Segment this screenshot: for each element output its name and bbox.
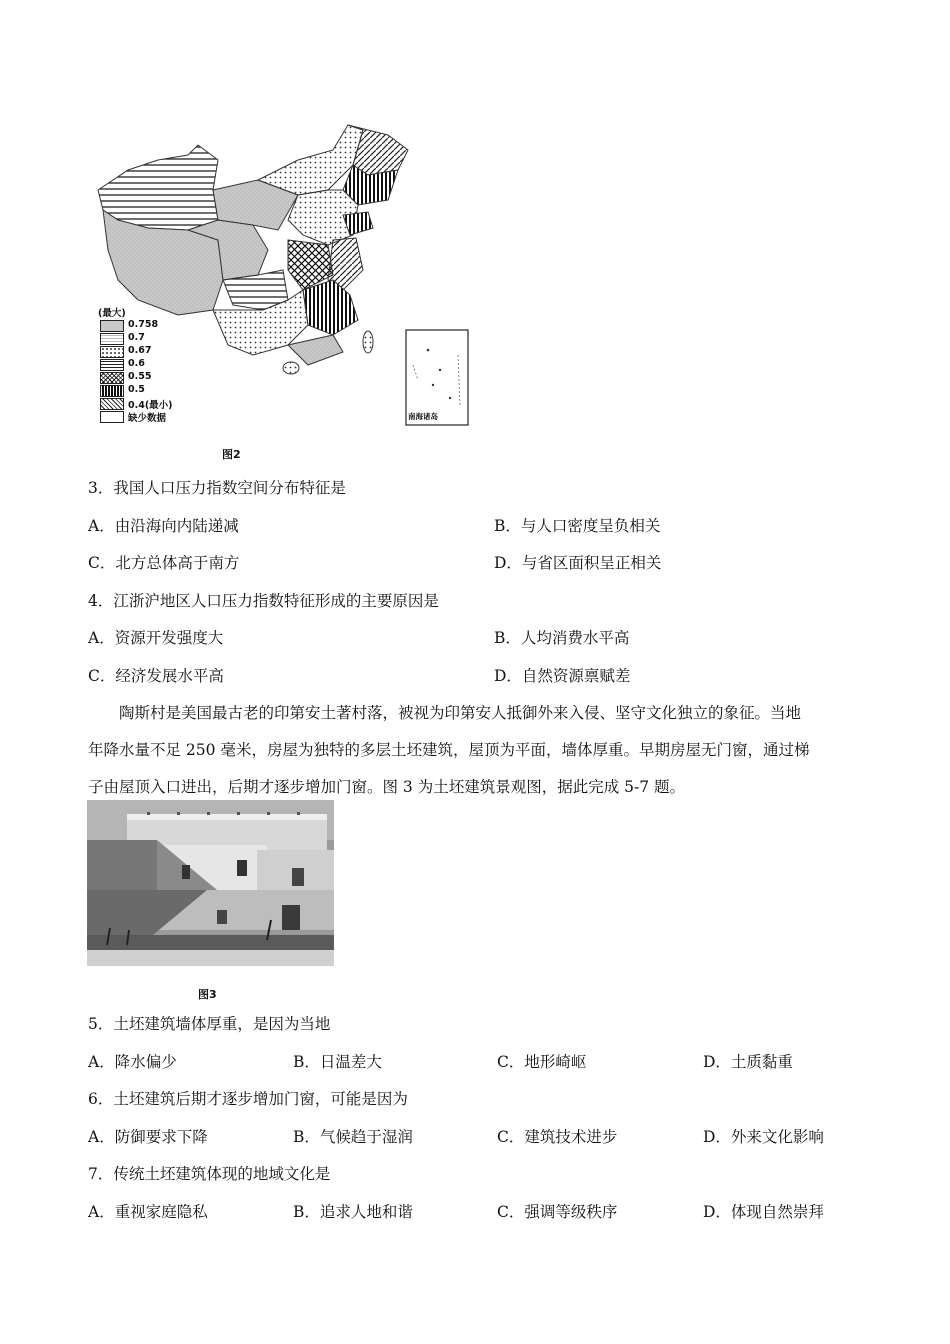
q3-option-b[interactable]: B．与人口密度呈负相关 xyxy=(494,517,661,535)
passage-line-3: 子由屋顶入口进出，后期才逐步增加门窗。图 3 为土坯建筑景观图，据此完成 5-7 题。 xyxy=(88,778,686,796)
q6-option-c[interactable]: C．建筑技术进步 xyxy=(497,1128,618,1146)
legend-swatch-5 xyxy=(100,372,124,384)
legend-label-7: 0.4(最小) xyxy=(128,400,173,411)
legend-label-8: 缺少数据 xyxy=(128,413,167,424)
legend-swatch-6 xyxy=(100,385,124,397)
q5-stem: 5．土坯建筑墙体厚重，是因为当地 xyxy=(88,1015,331,1033)
legend-label-2: 0.7 xyxy=(128,332,145,343)
passage-line-1: 陶斯村是美国最古老的印第安土著村落，被视为印第安人抵御外来入侵、坚守文化独立的象征。当地 xyxy=(119,704,802,722)
q6-option-a[interactable]: A．防御要求下降 xyxy=(88,1128,208,1146)
legend-label-4: 0.6 xyxy=(128,358,145,369)
passage-line-2: 年降水量不足 250 毫米，房屋为独特的多层土坯建筑，屋顶为平面，墙体厚重。早期房屋无门窗，通过梯 xyxy=(88,741,810,759)
q4-option-b[interactable]: B．人均消费水平高 xyxy=(494,629,630,647)
china-map-graphic xyxy=(88,120,478,440)
q3-option-a[interactable]: A．由沿海向内陆递减 xyxy=(88,517,239,535)
legend-label-6: 0.5 xyxy=(128,384,145,395)
legend-title: (最大) xyxy=(98,308,126,319)
q7-option-b[interactable]: B．追求人地和谐 xyxy=(293,1203,413,1221)
q4-stem: 4．江浙沪地区人口压力指数特征形成的主要原因是 xyxy=(88,592,439,610)
q3-option-c[interactable]: C．北方总体高于南方 xyxy=(88,554,240,572)
q7-option-d[interactable]: D．体现自然崇拜 xyxy=(703,1203,824,1221)
q5-option-a[interactable]: A．降水偏少 xyxy=(88,1053,177,1071)
q5-option-b[interactable]: B．日温差大 xyxy=(293,1053,382,1071)
q7-option-c[interactable]: C．强调等级秩序 xyxy=(497,1203,618,1221)
legend-swatch-8 xyxy=(100,411,124,423)
legend-swatch-1 xyxy=(100,320,124,332)
q6-option-b[interactable]: B．气候趋于湿润 xyxy=(293,1128,413,1146)
q6-option-d[interactable]: D．外来文化影响 xyxy=(703,1128,824,1146)
q4-option-d[interactable]: D．自然资源禀赋差 xyxy=(494,667,631,685)
q5-option-d[interactable]: D．土质黏重 xyxy=(703,1053,793,1071)
legend-label-5: 0.55 xyxy=(128,371,152,382)
q4-option-c[interactable]: C．经济发展水平高 xyxy=(88,667,224,685)
inset-label: 南海诸岛 xyxy=(408,412,438,421)
legend-label-1: 0.758 xyxy=(128,319,159,330)
legend-swatch-4 xyxy=(100,359,124,371)
q7-option-a[interactable]: A．重视家庭隐私 xyxy=(88,1203,208,1221)
q4-option-a[interactable]: A．资源开发强度大 xyxy=(88,629,224,647)
legend-swatch-7 xyxy=(100,398,124,410)
legend-swatch-3 xyxy=(100,346,124,358)
figure-2-map xyxy=(88,120,478,440)
q3-option-d[interactable]: D．与省区面积呈正相关 xyxy=(494,554,662,572)
figure-2-caption: 图2 xyxy=(222,448,241,461)
figure-3-photo xyxy=(87,800,334,966)
legend-swatch-2 xyxy=(100,333,124,345)
figure-3-caption: 图3 xyxy=(198,988,217,1001)
q6-stem: 6．土坯建筑后期才逐步增加门窗，可能是因为 xyxy=(88,1090,408,1108)
q7-stem: 7．传统土坯建筑体现的地域文化是 xyxy=(88,1165,331,1183)
q3-stem: 3．我国人口压力指数空间分布特征是 xyxy=(88,479,346,497)
q5-option-c[interactable]: C．地形崎岖 xyxy=(497,1053,587,1071)
legend-label-3: 0.67 xyxy=(128,345,152,356)
